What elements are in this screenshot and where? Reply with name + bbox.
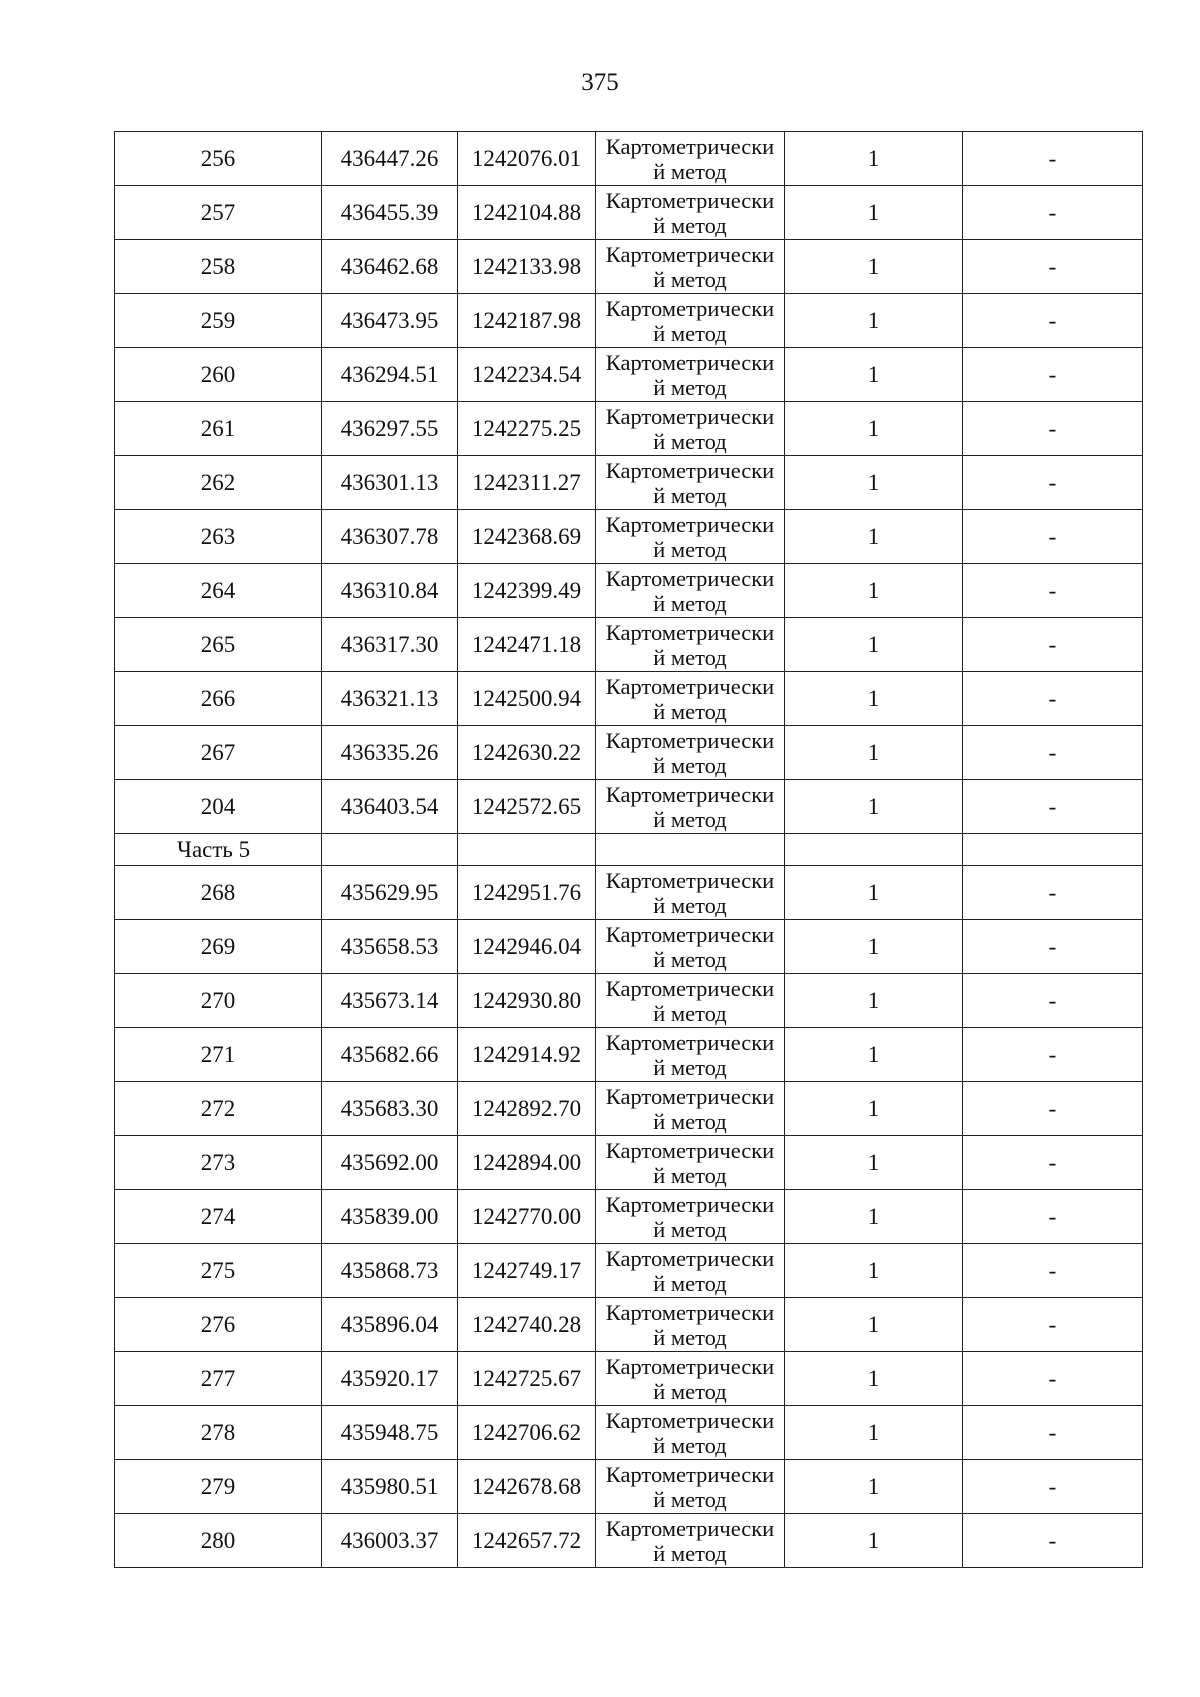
x-coordinate-cell: 436301.13 [322,456,458,510]
y-coordinate-cell: 1242311.27 [458,456,596,510]
y-coordinate-cell: 1242133.98 [458,240,596,294]
method-cell [596,186,785,240]
empty-cell [963,834,1143,866]
y-coordinate-cell: 1242894.00 [458,1136,596,1190]
table-body [115,132,1143,1568]
table-row [115,1082,1143,1136]
section-label: Часть 5 [115,834,322,866]
accuracy-cell: 1 [785,1514,963,1568]
method-text-line-1: Картометрически [605,1029,775,1055]
method-text-line-2: й метод [653,1486,727,1512]
method-text-line-2: й метод [653,536,727,562]
method-text-line-1: Картометрически [605,1299,775,1325]
accuracy-cell: 1 [785,1136,963,1190]
table-row [115,920,1143,974]
method-text-line-2: й метод [653,1054,727,1080]
method-cell [596,1514,785,1568]
note-cell: - [963,240,1143,294]
method-text-line-1: Картометрически [605,1083,775,1109]
x-coordinate-cell: 435629.95 [322,866,458,920]
point-number-cell: 261 [115,402,322,456]
method-cell [596,1406,785,1460]
method-text-line-1: Картометрически [605,295,775,321]
y-coordinate-cell: 1242399.49 [458,564,596,618]
table-row [115,1514,1143,1568]
accuracy-cell: 1 [785,1298,963,1352]
accuracy-cell: 1 [785,1082,963,1136]
method-cell [596,240,785,294]
y-coordinate-cell: 1242749.17 [458,1244,596,1298]
point-number-cell: 204 [115,780,322,834]
point-number-cell: 272 [115,1082,322,1136]
method-text-line-2: й метод [653,158,727,184]
x-coordinate-cell: 436294.51 [322,348,458,402]
point-number-cell: 256 [115,132,322,186]
method-text-line-2: й метод [653,1108,727,1134]
table-row [115,726,1143,780]
point-number-cell: 277 [115,1352,322,1406]
method-text-line-2: й метод [653,482,727,508]
x-coordinate-cell: 436462.68 [322,240,458,294]
table-row [115,510,1143,564]
x-coordinate-cell: 436321.13 [322,672,458,726]
method-text-line-2: й метод [653,698,727,724]
accuracy-cell: 1 [785,920,963,974]
note-cell: - [963,1406,1143,1460]
method-text-line-1: Картометрически [605,457,775,483]
note-cell: - [963,348,1143,402]
y-coordinate-cell: 1242076.01 [458,132,596,186]
method-cell [596,866,785,920]
point-number-cell: 257 [115,186,322,240]
method-text-line-2: й метод [653,644,727,670]
note-cell: - [963,1514,1143,1568]
method-text-line-1: Картометрически [605,619,775,645]
method-text-line-1: Картометрически [605,187,775,213]
method-text-line-1: Картометрически [605,1515,775,1541]
accuracy-cell: 1 [785,866,963,920]
accuracy-cell: 1 [785,348,963,402]
table-row [115,240,1143,294]
method-text-line-2: й метод [653,266,727,292]
method-cell [596,1244,785,1298]
y-coordinate-cell: 1242892.70 [458,1082,596,1136]
table-row [115,866,1143,920]
accuracy-cell: 1 [785,186,963,240]
section-row [115,834,1143,866]
y-coordinate-cell: 1242275.25 [458,402,596,456]
accuracy-cell: 1 [785,402,963,456]
point-number-cell: 280 [115,1514,322,1568]
accuracy-cell: 1 [785,1028,963,1082]
method-text-line-2: й метод [653,374,727,400]
x-coordinate-cell: 436447.26 [322,132,458,186]
method-cell [596,1298,785,1352]
accuracy-cell: 1 [785,1244,963,1298]
method-cell [596,1136,785,1190]
point-number-cell: 258 [115,240,322,294]
accuracy-cell: 1 [785,1406,963,1460]
point-number-cell: 270 [115,974,322,1028]
method-text-line-2: й метод [653,752,727,778]
note-cell: - [963,1082,1143,1136]
empty-cell [458,834,596,866]
x-coordinate-cell: 436297.55 [322,402,458,456]
point-number-cell: 265 [115,618,322,672]
table-row [115,402,1143,456]
x-coordinate-cell: 435896.04 [322,1298,458,1352]
point-number-cell: 266 [115,672,322,726]
x-coordinate-cell: 435980.51 [322,1460,458,1514]
table-row [115,348,1143,402]
method-text-line-2: й метод [653,212,727,238]
accuracy-cell: 1 [785,240,963,294]
note-cell: - [963,974,1143,1028]
note-cell: - [963,1460,1143,1514]
y-coordinate-cell: 1242234.54 [458,348,596,402]
x-coordinate-cell: 435868.73 [322,1244,458,1298]
point-number-cell: 260 [115,348,322,402]
y-coordinate-cell: 1242914.92 [458,1028,596,1082]
point-number-cell: 276 [115,1298,322,1352]
y-coordinate-cell: 1242657.72 [458,1514,596,1568]
method-text-line-2: й метод [653,1540,727,1566]
x-coordinate-cell: 436003.37 [322,1514,458,1568]
method-text-line-2: й метод [653,590,727,616]
method-text-line-2: й метод [653,946,727,972]
method-cell [596,672,785,726]
table-row [115,456,1143,510]
method-text-line-1: Картометрически [605,921,775,947]
y-coordinate-cell: 1242770.00 [458,1190,596,1244]
x-coordinate-cell: 436455.39 [322,186,458,240]
x-coordinate-cell: 435692.00 [322,1136,458,1190]
point-number-cell: 271 [115,1028,322,1082]
x-coordinate-cell: 436307.78 [322,510,458,564]
method-cell [596,780,785,834]
note-cell: - [963,456,1143,510]
method-text-line-1: Картометрически [605,867,775,893]
point-number-cell: 259 [115,294,322,348]
y-coordinate-cell: 1242500.94 [458,672,596,726]
x-coordinate-cell: 435920.17 [322,1352,458,1406]
method-text-line-1: Картометрически [605,1353,775,1379]
note-cell: - [963,1136,1143,1190]
accuracy-cell: 1 [785,1190,963,1244]
note-cell: - [963,510,1143,564]
x-coordinate-cell: 435948.75 [322,1406,458,1460]
table-row [115,780,1143,834]
y-coordinate-cell: 1242706.62 [458,1406,596,1460]
method-cell [596,618,785,672]
x-coordinate-cell: 436335.26 [322,726,458,780]
y-coordinate-cell: 1242951.76 [458,866,596,920]
note-cell: - [963,726,1143,780]
method-cell [596,1352,785,1406]
coordinates-table [114,131,1143,1568]
point-number-cell: 269 [115,920,322,974]
table-row [115,974,1143,1028]
table-row [115,1244,1143,1298]
method-text-line-1: Картометрически [605,781,775,807]
method-text-line-1: Картометрически [605,1137,775,1163]
empty-cell [785,834,963,866]
x-coordinate-cell: 435658.53 [322,920,458,974]
note-cell: - [963,402,1143,456]
method-text-line-2: й метод [653,1324,727,1350]
note-cell: - [963,672,1143,726]
method-cell [596,564,785,618]
point-number-cell: 274 [115,1190,322,1244]
accuracy-cell: 1 [785,1460,963,1514]
point-number-cell: 263 [115,510,322,564]
accuracy-cell: 1 [785,780,963,834]
y-coordinate-cell: 1242740.28 [458,1298,596,1352]
y-coordinate-cell: 1242104.88 [458,186,596,240]
table-row [115,618,1143,672]
method-text-line-2: й метод [653,320,727,346]
method-text-line-2: й метод [653,1378,727,1404]
x-coordinate-cell: 436317.30 [322,618,458,672]
method-cell [596,1028,785,1082]
method-text-line-2: й метод [653,806,727,832]
accuracy-cell: 1 [785,294,963,348]
method-text-line-1: Картометрически [605,511,775,537]
x-coordinate-cell: 435839.00 [322,1190,458,1244]
note-cell: - [963,1028,1143,1082]
method-cell [596,132,785,186]
table-row [115,1352,1143,1406]
method-text-line-2: й метод [653,1270,727,1296]
accuracy-cell: 1 [785,618,963,672]
accuracy-cell: 1 [785,672,963,726]
y-coordinate-cell: 1242471.18 [458,618,596,672]
method-cell [596,1082,785,1136]
table-row [115,132,1143,186]
method-text-line-1: Картометрически [605,349,775,375]
point-number-cell: 268 [115,866,322,920]
method-text-line-1: Картометрически [605,975,775,1001]
table-row [115,1028,1143,1082]
method-text-line-1: Картометрически [605,1461,775,1487]
x-coordinate-cell: 435673.14 [322,974,458,1028]
method-cell [596,726,785,780]
method-text-line-2: й метод [653,1216,727,1242]
point-number-cell: 278 [115,1406,322,1460]
method-cell [596,294,785,348]
page-number: 375 [581,69,619,96]
method-cell [596,920,785,974]
note-cell: - [963,564,1143,618]
table-row [115,564,1143,618]
x-coordinate-cell: 435682.66 [322,1028,458,1082]
accuracy-cell: 1 [785,564,963,618]
accuracy-cell: 1 [785,1352,963,1406]
y-coordinate-cell: 1242572.65 [458,780,596,834]
y-coordinate-cell: 1242678.68 [458,1460,596,1514]
y-coordinate-cell: 1242187.98 [458,294,596,348]
method-cell [596,1460,785,1514]
note-cell: - [963,920,1143,974]
point-number-cell: 267 [115,726,322,780]
note-cell: - [963,1244,1143,1298]
method-text-line-1: Картометрически [605,403,775,429]
method-text-line-1: Картометрически [605,241,775,267]
accuracy-cell: 1 [785,510,963,564]
point-number-cell: 273 [115,1136,322,1190]
x-coordinate-cell: 435683.30 [322,1082,458,1136]
note-cell: - [963,186,1143,240]
method-cell [596,348,785,402]
point-number-cell: 262 [115,456,322,510]
y-coordinate-cell: 1242930.80 [458,974,596,1028]
table-row [115,1460,1143,1514]
table-row [115,672,1143,726]
method-text-line-2: й метод [653,428,727,454]
note-cell: - [963,1352,1143,1406]
method-text-line-1: Картометрически [605,565,775,591]
empty-cell [596,834,785,866]
method-text-line-1: Картометрически [605,1245,775,1271]
method-text-line-1: Картометрически [605,1191,775,1217]
y-coordinate-cell: 1242368.69 [458,510,596,564]
y-coordinate-cell: 1242946.04 [458,920,596,974]
point-number-cell: 279 [115,1460,322,1514]
method-cell [596,974,785,1028]
method-cell [596,1190,785,1244]
note-cell: - [963,866,1143,920]
x-coordinate-cell: 436473.95 [322,294,458,348]
empty-cell [322,834,458,866]
method-text-line-2: й метод [653,1432,727,1458]
method-cell [596,510,785,564]
y-coordinate-cell: 1242630.22 [458,726,596,780]
table-row [115,1298,1143,1352]
method-cell [596,456,785,510]
method-text-line-1: Картометрически [605,133,775,159]
method-text-line-1: Картометрически [605,727,775,753]
table-row [115,1406,1143,1460]
note-cell: - [963,294,1143,348]
table-row [115,1190,1143,1244]
method-cell [596,402,785,456]
note-cell: - [963,780,1143,834]
method-text-line-1: Картометрически [605,673,775,699]
point-number-cell: 264 [115,564,322,618]
y-coordinate-cell: 1242725.67 [458,1352,596,1406]
note-cell: - [963,618,1143,672]
x-coordinate-cell: 436310.84 [322,564,458,618]
note-cell: - [963,132,1143,186]
accuracy-cell: 1 [785,974,963,1028]
accuracy-cell: 1 [785,132,963,186]
note-cell: - [963,1298,1143,1352]
x-coordinate-cell: 436403.54 [322,780,458,834]
note-cell: - [963,1190,1143,1244]
accuracy-cell: 1 [785,456,963,510]
table-row [115,186,1143,240]
table-row [115,1136,1143,1190]
accuracy-cell: 1 [785,726,963,780]
method-text-line-2: й метод [653,1000,727,1026]
table-row [115,294,1143,348]
method-text-line-2: й метод [653,892,727,918]
point-number-cell: 275 [115,1244,322,1298]
method-text-line-2: й метод [653,1162,727,1188]
method-text-line-1: Картометрически [605,1407,775,1433]
